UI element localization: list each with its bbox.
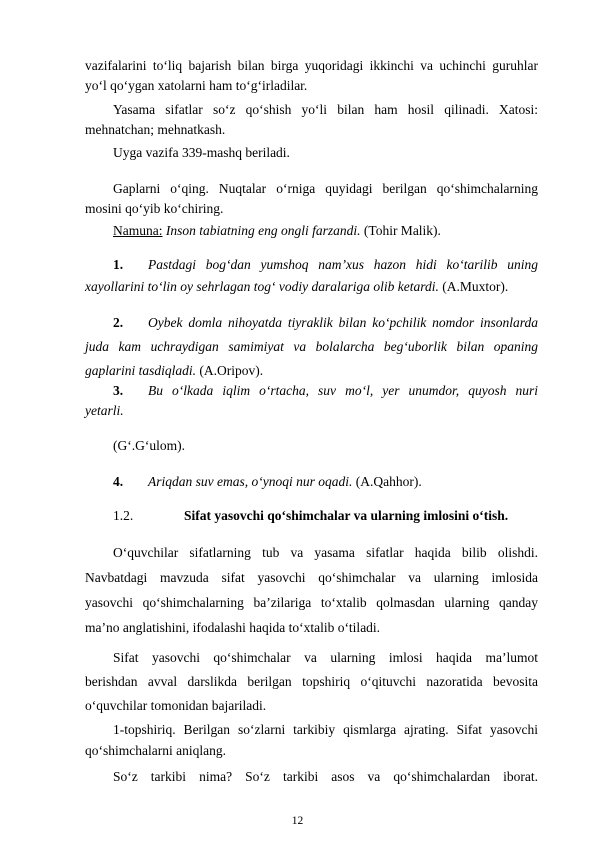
item-author: (G‘.G‘ulom). bbox=[113, 438, 185, 453]
text-line: yasovchi qo‘shimchalarning ba’zilariga to‘xtalib qolmasdan ularning qanday bbox=[85, 595, 538, 610]
text-line: Navbatdagi mavzuda sifat yasovchi qo‘shimchalar va ularning imlosida bbox=[85, 570, 538, 585]
text-line: ma’no anglatishini, ifodalashi haqida to‘xtalib o‘tiladi. bbox=[85, 620, 381, 635]
numbered-item-3 bbox=[85, 381, 538, 401]
numbered-item-1 bbox=[85, 255, 538, 275]
item-line: Oybek domla nihoyatda tiyraklik bilan ko‘pchilik nomdor insonlarda bbox=[148, 315, 538, 330]
item-author: (A.Oripov). bbox=[196, 363, 264, 378]
item-line: Bu o‘lkada iqlim o‘rtacha, suv mo‘l, yer unumdor, quyosh nuri bbox=[148, 383, 538, 398]
text-line: Yasama sifatlar so‘z qo‘shish yo‘li bilan ham hosil qilinadi. Xatosi: bbox=[113, 102, 538, 117]
item-line bbox=[85, 277, 538, 297]
item-text: Ariqdan suv emas, o‘ynoqi nur oqadi. bbox=[148, 474, 353, 489]
item-line: juda kam uchraydigan samimiyat va bolalarcha beg‘uborlik bilan opaning bbox=[85, 339, 538, 354]
item-number: 1. bbox=[113, 257, 124, 272]
example-label: Namuna: bbox=[113, 223, 163, 238]
text-line: 1-topshiriq. Berilgan so‘zlarni tarkibiy qismlarga ajrating. Sifat yasovchi bbox=[113, 722, 538, 737]
text-line: Uyga vazifa 339-mashq beriladi. bbox=[113, 145, 290, 160]
example-text: Inson tabiatning eng ongli farzandi. bbox=[162, 223, 361, 238]
text-line: qo‘shimchalarni aniqlang. bbox=[85, 743, 226, 758]
item-number: 2. bbox=[113, 315, 124, 330]
text-line: Sifat yasovchi qo‘shimchalar va ularning imlosi haqida ma’lumot bbox=[113, 650, 538, 665]
text-line: yo‘l qo‘ygan xatolarni ham to‘g‘irladilar. bbox=[85, 78, 308, 93]
text-line: O‘quvchilar sifatlarning tub va yasama sifatlar haqida bilib olishdi. bbox=[113, 545, 538, 560]
section-title: Sifat yasovchi qo‘shimchalar va ularning imlosini o‘tish. bbox=[184, 508, 509, 523]
item-line: yetarli. bbox=[85, 403, 124, 418]
item-text: xayollarini to‘lin oy sehrlagan tog‘ vodiy daralariga olib ketardi. bbox=[85, 279, 439, 294]
text-line: So‘z tarkibi nima? So‘z tarkibi asos va qo‘shimchalardan iborat. bbox=[113, 769, 538, 784]
item-author: (A.Muxtor). bbox=[438, 279, 509, 294]
text-line: Gaplarni o‘qing. Nuqtalar o‘rniga quyidagi berilgan qo‘shimchalarning bbox=[113, 181, 538, 196]
example-author: (Tohir Malik). bbox=[360, 223, 441, 238]
item-text: gaplarini tasdiqladi. bbox=[85, 363, 197, 378]
text-line: mehnatchan; mehnatkash. bbox=[85, 122, 226, 137]
item-number: 4. bbox=[113, 474, 124, 489]
text-line: berishdan avval darslikda berilgan topshiriq o‘qituvchi nazoratida bevosita bbox=[85, 674, 538, 689]
page-number: 12 bbox=[291, 815, 304, 827]
example-line bbox=[85, 221, 538, 241]
numbered-item-2 bbox=[85, 313, 538, 333]
item-number: 3. bbox=[113, 383, 124, 398]
numbered-item-4 bbox=[85, 472, 538, 492]
item-author: (A.Qahhor). bbox=[352, 474, 422, 489]
section-number: 1.2. bbox=[113, 508, 134, 523]
text-line: o‘quvchilar tomonidan bajariladi. bbox=[85, 698, 267, 713]
text-line: mosini qo‘yib ko‘chiring. bbox=[85, 201, 224, 216]
text-line: vazifalarini to‘liq bajarish bilan birga yuqoridagi ikkinchi va uchinchi guruhlar bbox=[85, 58, 538, 73]
item-line: Pastdagi bog‘dan yumshoq nam’xus hazon hidi ko‘tarilib uning bbox=[148, 257, 538, 272]
item-line bbox=[85, 472, 538, 492]
item-line bbox=[85, 361, 538, 381]
